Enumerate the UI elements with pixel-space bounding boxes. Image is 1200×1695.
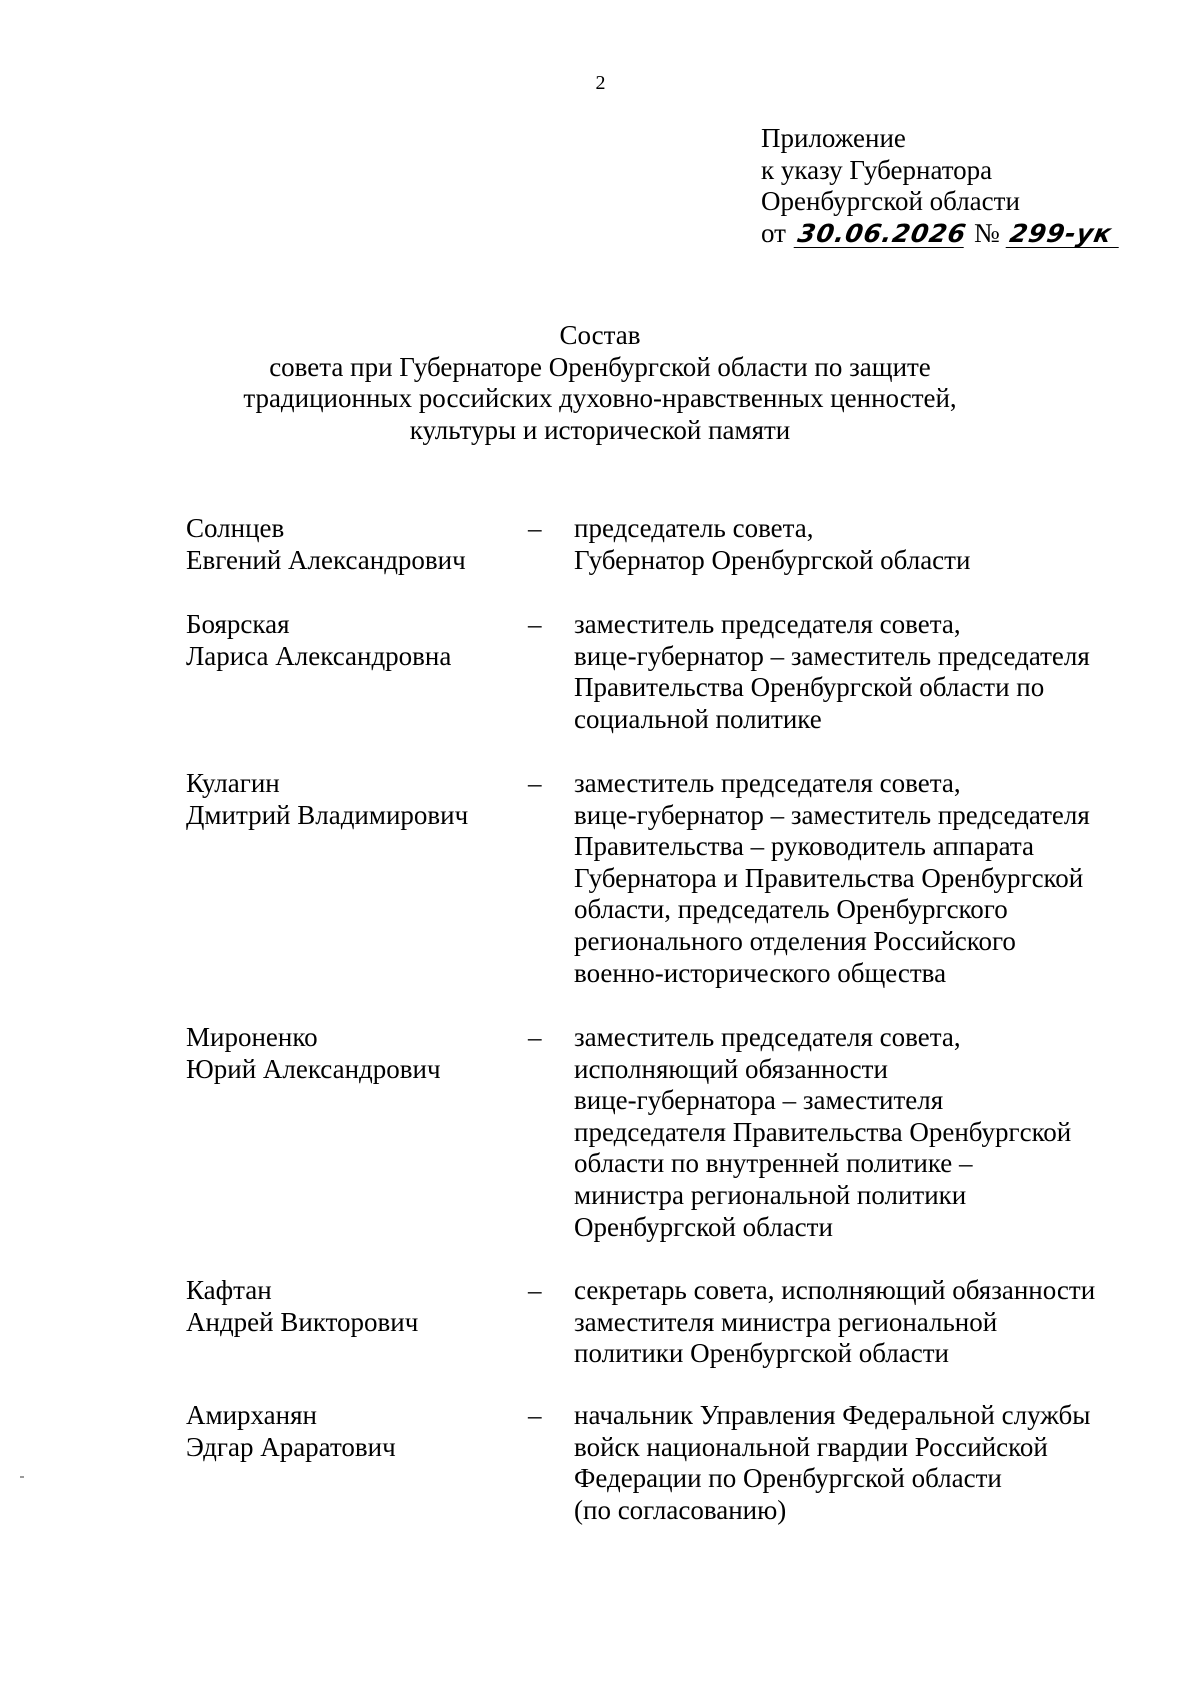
member-name xyxy=(186,768,516,831)
role-line: министра региональной политики xyxy=(574,1179,967,1210)
dash-separator: – xyxy=(528,513,542,543)
number-sign: № xyxy=(973,217,1000,248)
member-name xyxy=(186,609,516,672)
role-line: (по согласованию) xyxy=(574,1494,787,1525)
role-line: Оренбургской области xyxy=(574,1211,833,1242)
role-line: социальной политике xyxy=(574,703,822,734)
dash-separator: – xyxy=(528,1022,542,1052)
role-line: заместитель председателя совета, xyxy=(574,609,961,639)
dash-separator: – xyxy=(528,1275,542,1305)
role-line: председатель совета, xyxy=(574,513,814,543)
role-line: вице-губернатора – заместителя xyxy=(574,1085,944,1116)
dash-separator: – xyxy=(528,1400,542,1430)
role-line: исполняющий обязанности xyxy=(574,1053,888,1084)
handwritten-decree-number: 299-ук xyxy=(1005,221,1123,248)
appendix-decree-ref: к указу Губернатора xyxy=(761,154,993,185)
heading-line-2: совета при Губернаторе Оренбургской области по защите xyxy=(269,351,931,382)
scan-speck xyxy=(20,1476,24,1478)
member-given-names: Лариса Александровна xyxy=(186,640,452,671)
member-surname: Кулагин xyxy=(186,768,280,798)
appendix-block xyxy=(761,123,1181,249)
role-line: войск национальной гвардии Российской xyxy=(574,1431,1048,1462)
document-heading xyxy=(0,320,1200,446)
date-prefix: от xyxy=(761,217,786,248)
role-line: заместителя министра региональной xyxy=(574,1306,998,1337)
page-number-text: 2 xyxy=(595,72,606,94)
member-surname: Кафтан xyxy=(186,1275,272,1305)
member-given-names: Евгений Александрович xyxy=(186,544,466,575)
member-given-names: Дмитрий Владимирович xyxy=(186,799,469,830)
decree-date-number-line xyxy=(761,218,1181,250)
appendix-region: Оренбургской области xyxy=(761,186,1020,216)
member-surname: Боярская xyxy=(186,609,290,639)
heading-line-4: культуры и исторической памяти xyxy=(409,414,791,445)
role-line: заместитель председателя совета, xyxy=(574,768,961,798)
member-surname: Мироненко xyxy=(186,1022,318,1052)
role-line: политики Оренбургской области xyxy=(574,1338,949,1369)
member-surname: Амирханян xyxy=(186,1400,317,1430)
role-line: вице-губернатор – заместитель председателя xyxy=(574,640,1090,671)
heading-line-3: традиционных российских духовно-нравственных ценностей, xyxy=(243,383,957,413)
role-line: Губернатора и Правительства Оренбургской xyxy=(574,862,1084,893)
member-role xyxy=(574,1400,1174,1526)
member-name xyxy=(186,1275,516,1338)
member-given-names: Эдгар Араратович xyxy=(186,1431,396,1462)
member-role xyxy=(574,1022,1174,1243)
role-line: Правительства – руководитель аппарата xyxy=(574,831,1035,862)
page-number xyxy=(0,73,1200,93)
role-line: вице-губернатор – заместитель председателя xyxy=(574,799,1090,830)
appendix-title: Приложение xyxy=(761,123,906,153)
role-line: области, председатель Оренбургского xyxy=(574,894,1008,925)
member-name xyxy=(186,1400,516,1463)
member-role xyxy=(574,1275,1174,1370)
member-given-names: Юрий Александрович xyxy=(186,1053,441,1084)
role-line: председателя Правительства Оренбургской xyxy=(574,1116,1072,1147)
heading-title: Состав xyxy=(559,320,641,350)
dash-separator: – xyxy=(528,768,542,798)
member-role xyxy=(574,609,1174,735)
role-line: регионального отделения Российского xyxy=(574,925,1016,956)
dash-separator: – xyxy=(528,609,542,639)
member-role xyxy=(574,768,1174,989)
member-surname: Солнцев xyxy=(186,513,285,543)
role-line: Правительства Оренбургской области по xyxy=(574,672,1045,703)
role-line: заместитель председателя совета, xyxy=(574,1022,961,1052)
member-given-names: Андрей Викторович xyxy=(186,1306,419,1337)
role-line: военно-исторического общества xyxy=(574,957,947,988)
handwritten-decree-date: 30.06.2026 xyxy=(795,218,969,248)
role-line: секретарь совета, исполняющий обязанности xyxy=(574,1275,1096,1305)
role-line: Федерации по Оренбургской области xyxy=(574,1463,1002,1494)
member-name xyxy=(186,1022,516,1085)
role-line: начальник Управления Федеральной службы xyxy=(574,1400,1091,1430)
member-name xyxy=(186,513,516,576)
member-role xyxy=(574,513,1174,576)
role-line: области по внутренней политике – xyxy=(574,1148,973,1179)
role-line: Губернатор Оренбургской области xyxy=(574,544,971,575)
